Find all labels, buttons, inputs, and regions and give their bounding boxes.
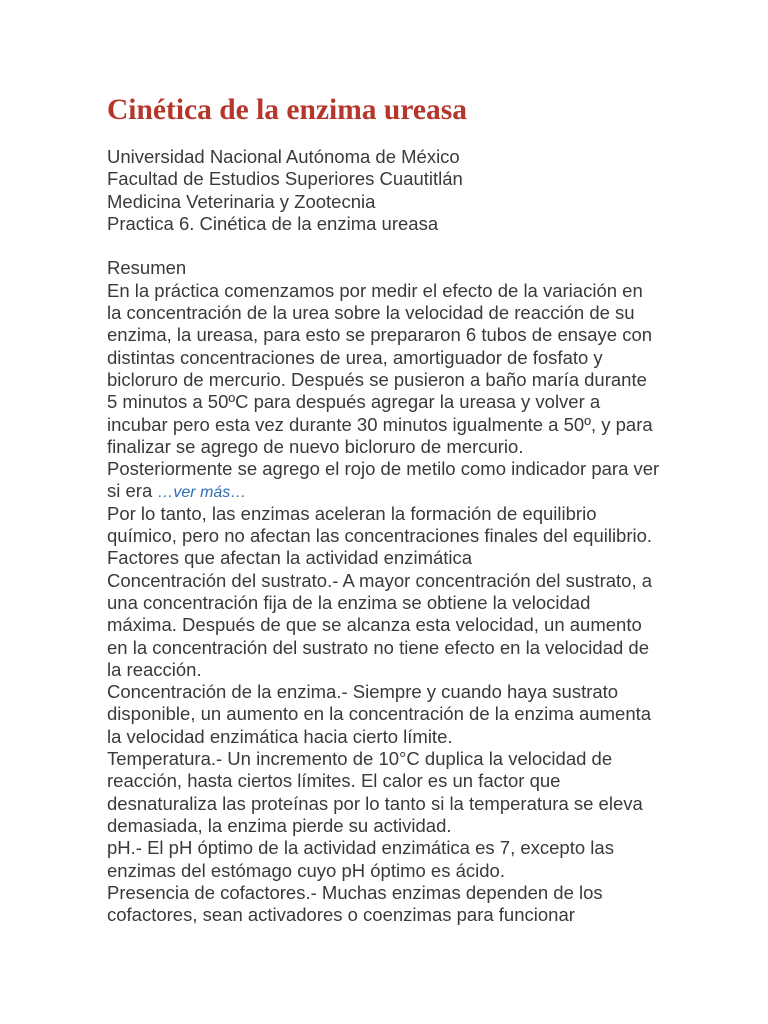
body-line: Posteriormente se agrego el rojo de metilo como indicador para ver (107, 458, 660, 480)
faculty-name: Facultad de Estudios Superiores Cuautitlán (107, 168, 463, 190)
body-line: Por lo tanto, las enzimas aceleran la formación de equilibrio (107, 502, 597, 524)
factors-heading: Factores que afectan la actividad enzimática (107, 547, 473, 569)
body-line: En la práctica comenzamos por medir el efecto de la variación en (107, 279, 643, 301)
body-line: Concentración de la enzima.- Siempre y cuando haya sustrato (107, 681, 619, 703)
body-line: bicloruro de mercurio. Después se pusieron a baño maría durante (107, 368, 647, 390)
blank-line (107, 235, 747, 257)
body-line: desnaturaliza las proteínas por lo tanto si la temperatura se eleva (107, 792, 643, 814)
body-line: distintas concentraciones de urea, amortiguador de fosfato y (107, 346, 603, 368)
body-line: una concentración fija de la enzima se obtiene la velocidad (107, 591, 591, 613)
body-line: enzima, la ureasa, para esto se prepararon 6 tubos de ensaye con (107, 324, 653, 346)
document-title: Cinética de la enzima ureasa (107, 94, 467, 126)
body-line: finalizar se agrego de nuevo bicloruro de mercurio. (107, 435, 524, 457)
truncated-line (107, 480, 747, 502)
body-line: la reacción. (107, 658, 202, 680)
body-line: en la concentración del sustrato no tiene efecto en la velocidad de (107, 636, 650, 658)
body-line: la velocidad enzimática hacia cierto límite. (107, 725, 453, 747)
body-line: Temperatura.- Un incremento de 10°C duplica la velocidad de (107, 748, 613, 770)
university-name: Universidad Nacional Autónoma de México (107, 146, 460, 167)
body-line: demasiada, la enzima pierde su actividad. (107, 814, 452, 836)
body-line: disponible, un aumento en la concentración de la enzima aumenta (107, 703, 652, 725)
truncated-text: si era (107, 480, 158, 502)
program-name: Medicina Veterinaria y Zootecnia (107, 190, 376, 212)
body-line: reacción, hasta ciertos límites. El calor es un factor que (107, 770, 561, 792)
body-line: la concentración de la urea sobre la velocidad de reacción de su (107, 302, 635, 324)
body-line: pH.- El pH óptimo de la actividad enzimática es 7, excepto las (107, 837, 614, 859)
read-more-link[interactable]: …ver más… (157, 484, 247, 502)
body-line: incubar pero esta vez durante 30 minutos igualmente a 50º, y para (107, 413, 653, 435)
body-line: Concentración del sustrato.- A mayor concentración del sustrato, a (107, 569, 653, 591)
body-line: cofactores, sean activadores o coenzimas para funcionar (107, 904, 575, 926)
body-line: máxima. Después de que se alcanza esta velocidad, un aumento (107, 614, 642, 636)
body-line: Presencia de cofactores.- Muchas enzimas dependen de los (107, 881, 603, 903)
document-page (107, 92, 747, 926)
body-line: químico, pero no afectan las concentraciones finales del equilibrio. (107, 525, 653, 547)
summary-heading: Resumen (107, 257, 187, 279)
body-line: 5 minutos a 50ºC para después agregar la ureasa y volver a (107, 391, 601, 413)
practice-title: Practica 6. Cinética de la enzima ureasa (107, 212, 439, 234)
body-line: enzimas del estómago cuyo pH óptimo es ácido. (107, 859, 505, 881)
